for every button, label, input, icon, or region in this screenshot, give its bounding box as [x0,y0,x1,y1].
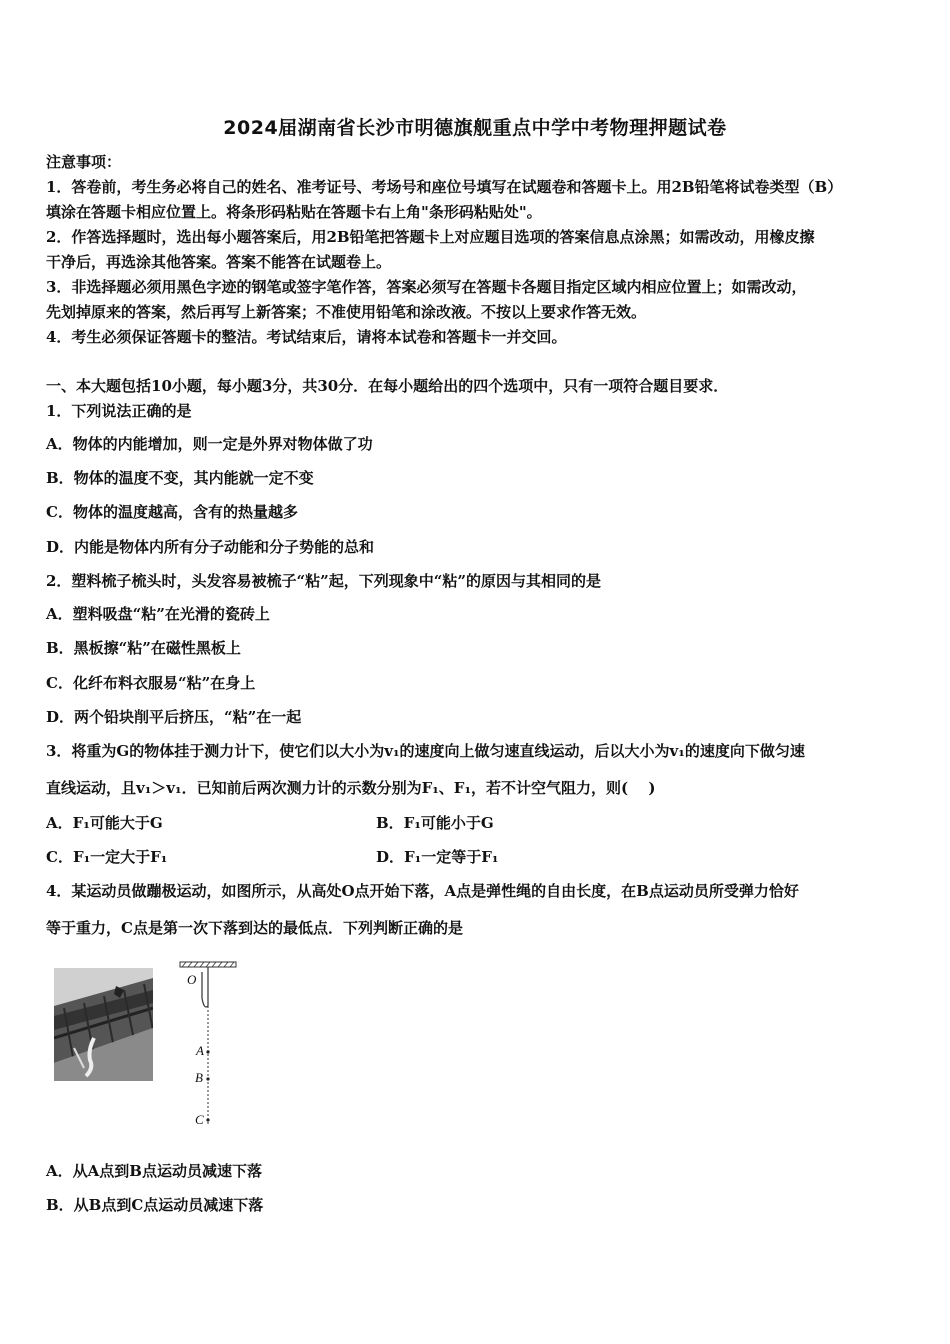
notice-line: 填涂在答题卡相应位置上。将条形码粘贴在答题卡右上角"条形码粘贴处"。 [46,203,542,221]
q1-option-a: A．物体的内能增加，则一定是外界对物体做了功 [46,435,373,453]
notice-line: 1．答卷前，考生务必将自己的姓名、准考证号、考场号和座位号填写在试题卷和答题卡上。用2B铅笔将试卷类型（B） [46,178,843,196]
bungee-photo-art [54,968,153,1081]
bungee-diagram [172,958,242,1137]
q3-option-b: B．F₁可能小于G [376,814,494,832]
point-label-o: O [187,972,197,987]
page-title: 2024届湖南省长沙市明德旗舰重点中学中考物理押题试卷 [223,117,727,139]
q2-option-b: B．黑板擦“粘”在磁性黑板上 [46,639,241,657]
q2-option-d: D．两个铅块削平后挤压，“粘”在一起 [46,708,302,726]
bungee-photo [54,968,153,1081]
q3-stem-line2: 直线运动，且v₁＞v₁．已知前后两次测力计的示数分别为F₁、F₁，若不计空气阻力，则( ) [46,779,656,797]
notice-line: 4．考生必须保证答题卡的整洁。考试结束后，请将本试卷和答题卡一并交回。 [46,328,567,346]
q2-option-c: C．化纤布料衣服易“粘”在身上 [46,674,256,692]
q3-option-a: A．F₁可能大于G [46,814,163,832]
notice-line: 干净后，再选涂其他答案。答案不能答在试题卷上。 [46,253,392,271]
section-heading: 一、本大题包括10小题，每小题3分，共30分．在每小题给出的四个选项中，只有一项符合题目要求． [46,377,729,395]
bungee-diagram-art [172,958,242,1133]
notice-heading: 注意事项： [46,153,122,171]
q1-stem: 1．下列说法正确的是 [46,402,192,420]
q4-stem-line2: 等于重力，C点是第一次下落到达的最低点．下列判断正确的是 [46,919,463,937]
q2-stem: 2．塑料梳子梳头时，头发容易被梳子“粘”起，下列现象中“粘”的原因与其相同的是 [46,572,601,590]
q1-option-b: B．物体的温度不变，其内能就一定不变 [46,469,314,487]
q3-stem-line1: 3．将重为G的物体挂于测力计下，使它们以大小为v₁的速度向上做匀速直线运动，后以大小为v₁的速度向下做匀速 [46,742,805,760]
q1-option-c: C．物体的温度越高，含有的热量越多 [46,503,298,521]
q4-option-a: A．从A点到B点运动员减速下落 [46,1162,262,1180]
point-label-c: C [195,1112,204,1127]
q4-stem-line1: 4．某运动员做蹦极运动，如图所示，从高处O点开始下落，A点是弹性绳的自由长度，在B点运动员所受弹力恰好 [46,882,799,900]
q4-option-b: B．从B点到C点运动员减速下落 [46,1196,264,1214]
q3-option-d: D．F₁一定等于F₁ [376,848,499,866]
q2-option-a: A．塑料吸盘“粘”在光滑的瓷砖上 [46,605,270,623]
notice-line: 3．非选择题必须用黑色字迹的钢笔或签字笔作答，答案必须写在答题卡各题目指定区域内相应位置上；如需改动， [46,278,807,296]
q1-option-d: D．内能是物体内所有分子动能和分子势能的总和 [46,538,375,556]
point-label-b: B [195,1070,203,1085]
notice-line: 2．作答选择题时，选出每小题答案后，用2B铅笔把答题卡上对应题目选项的答案信息点涂黑；如需改动，用橡皮擦 [46,228,815,246]
q3-option-c: C．F₁一定大于F₁ [46,848,168,866]
point-label-a: A [196,1043,204,1058]
notice-line: 先划掉原来的答案，然后再写上新答案；不准使用铅笔和涂改液。不按以上要求作答无效。 [46,303,647,321]
